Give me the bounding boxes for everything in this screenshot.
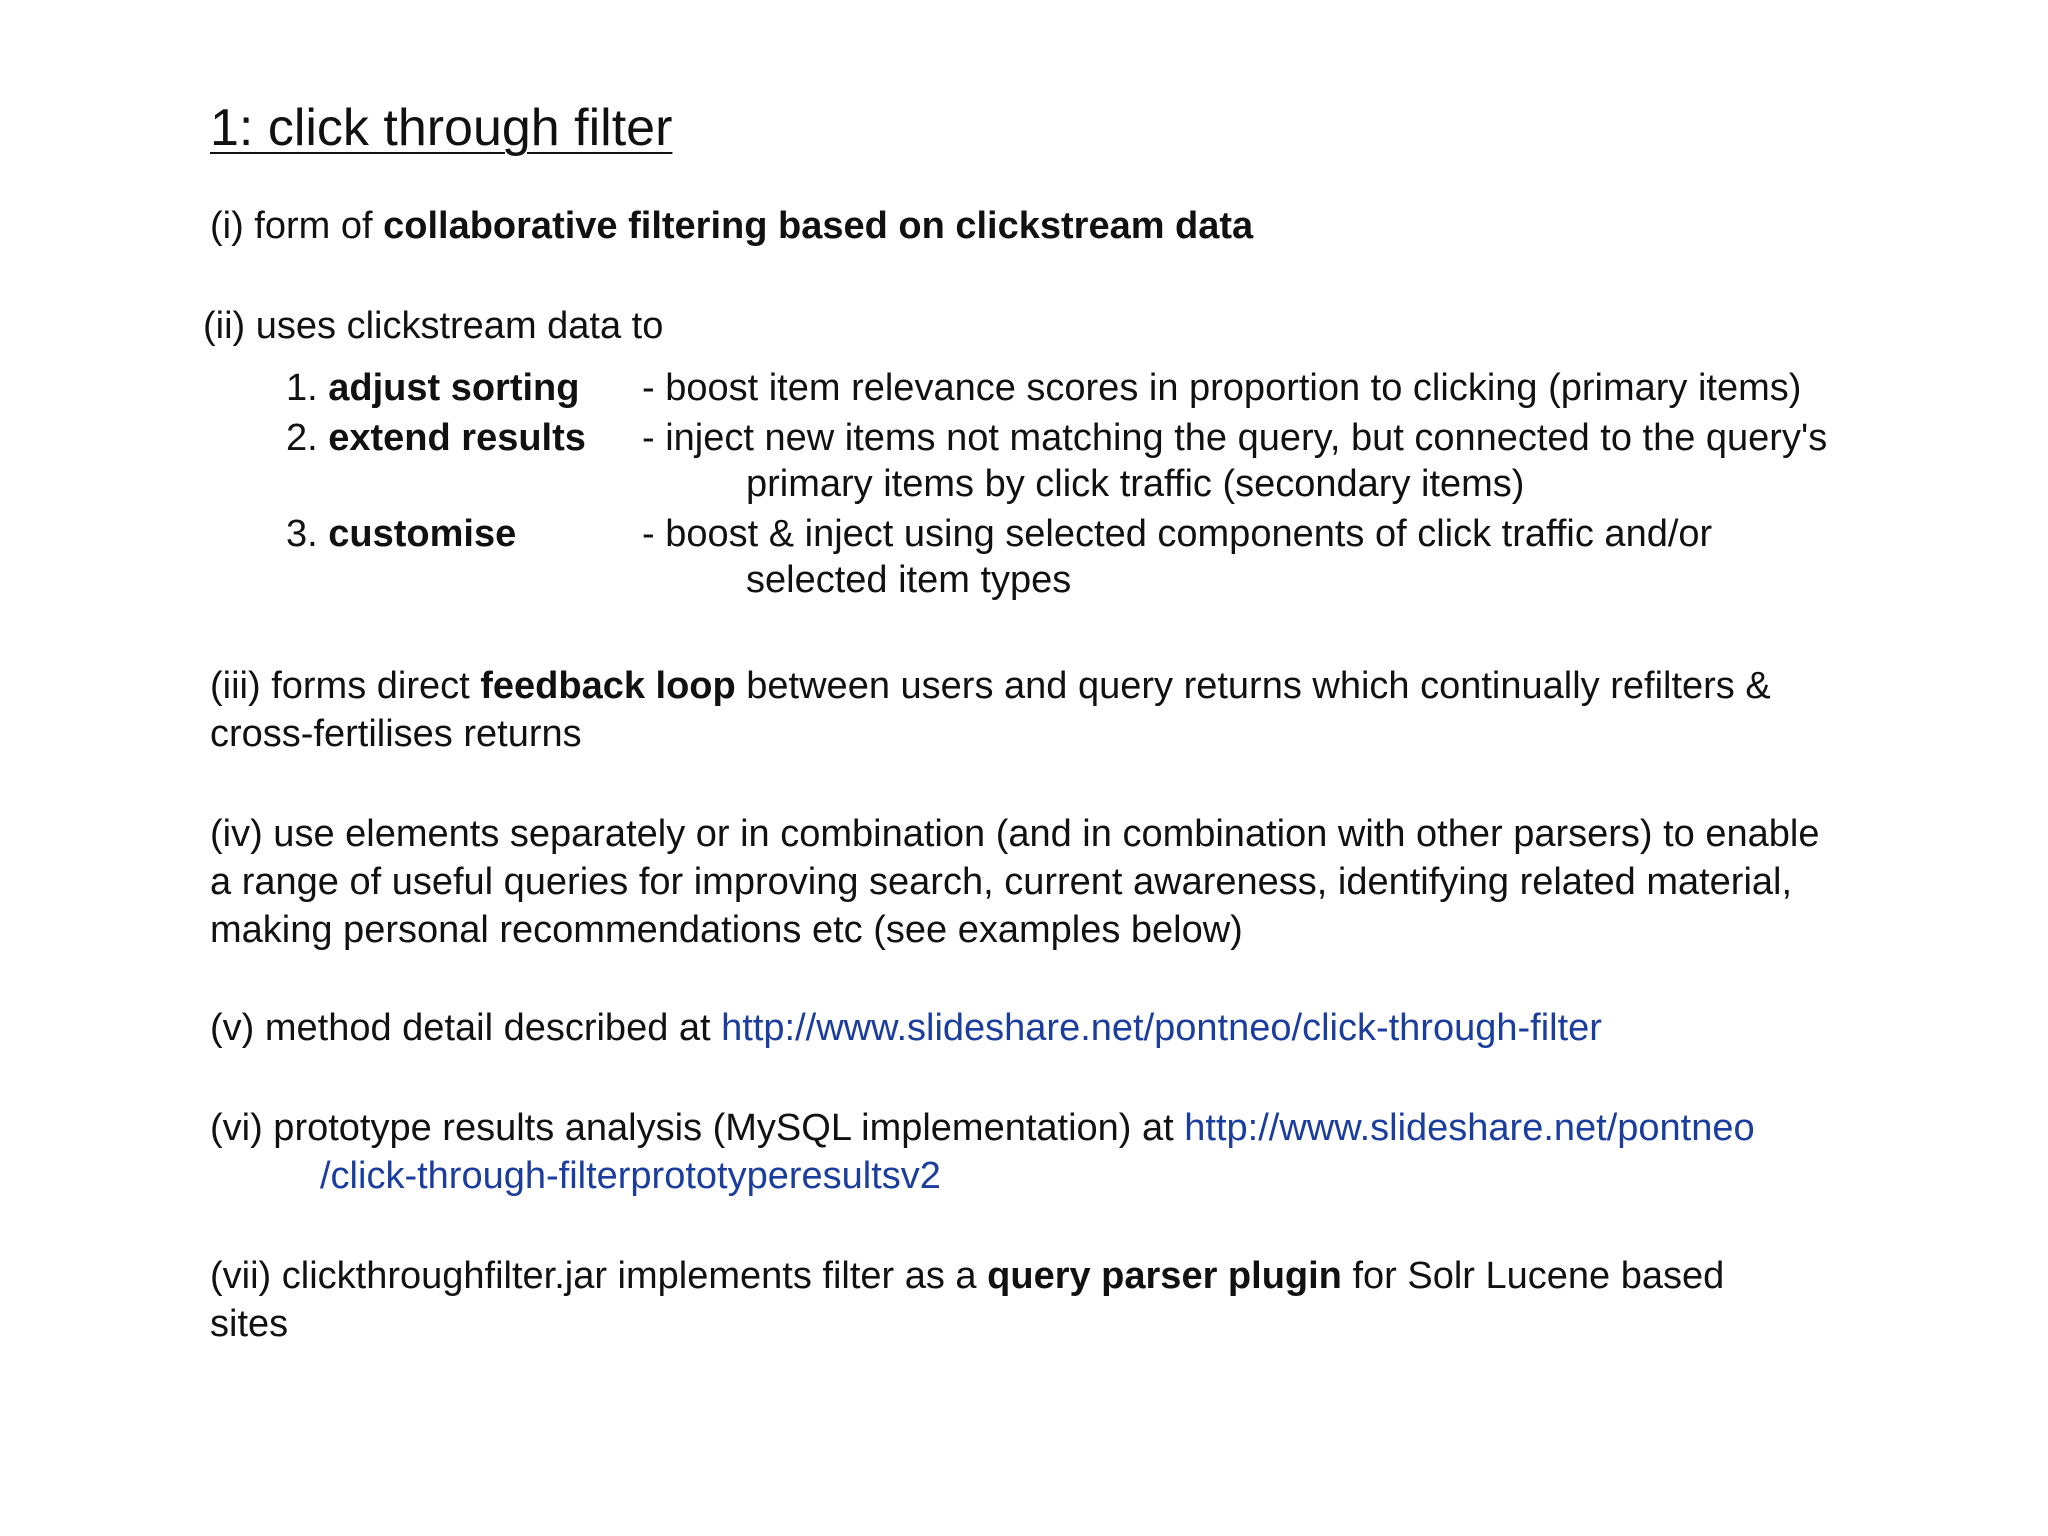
- list-item-desc-cont: primary items by click traffic (secondary items): [746, 463, 1525, 505]
- point-i-bold: collaborative filtering based on clickstream data: [383, 205, 1254, 247]
- point-vii-lead: (vii) clickthroughfilter.jar implements filter as a: [210, 1255, 988, 1297]
- point-iv-line1: (iv) use elements separately or in combination (and in combination with other parsers) to enable: [210, 813, 1820, 855]
- list-item: [286, 414, 1886, 462]
- point-i-lead: (i) form of: [210, 205, 384, 247]
- prototype-results-link[interactable]: http://www.slideshare.net/pontneo: [1184, 1107, 1755, 1149]
- point-iv-line3: making personal recommendations etc (see examples below): [210, 909, 1243, 951]
- list-item-desc: - boost item relevance scores in proportion to clicking (primary items): [642, 367, 1802, 409]
- point-ii: (ii) uses clickstream data to: [203, 305, 664, 347]
- point-vii-tail: for Solr Lucene based: [1341, 1255, 1725, 1297]
- point-v: [210, 1004, 1602, 1052]
- page-title: 1: click through filter: [210, 99, 673, 157]
- list-item-number: 2.: [286, 417, 329, 459]
- list-item-number: 3.: [286, 513, 329, 555]
- point-vii-line2: sites: [210, 1303, 289, 1345]
- list-item-term: adjust sorting: [328, 367, 580, 409]
- list-item-desc-cont: selected item types: [746, 559, 1072, 601]
- list-item-continuation: [286, 460, 1886, 508]
- point-iii-line2: cross-fertilises returns: [210, 713, 582, 755]
- prototype-results-link-cont[interactable]: /click-through-filterprototyperesultsv2: [320, 1155, 941, 1197]
- list-item-term: extend results: [328, 417, 586, 459]
- point-iv-line2: a range of useful queries for improving search, current awareness, identifying related material,: [210, 861, 1793, 903]
- list-item-desc: - boost & inject using selected components of click traffic and/or: [642, 513, 1713, 555]
- point-vi: [210, 1104, 1755, 1200]
- list-item: [286, 364, 1886, 412]
- point-v-lead: (v) method detail described at: [210, 1007, 722, 1049]
- point-i: [210, 202, 1253, 250]
- list-item-number: 1.: [286, 367, 329, 409]
- point-vii-bold: query parser plugin: [987, 1255, 1342, 1297]
- list-item-desc: - inject new items not matching the query, but connected to the query's: [642, 417, 1828, 459]
- point-iii-lead: (iii) forms direct: [210, 665, 481, 707]
- point-vi-lead: (vi) prototype results analysis (MySQL implementation) at: [210, 1107, 1185, 1149]
- list-item-continuation: [286, 556, 1886, 604]
- point-vii: [210, 1252, 1724, 1348]
- list-item: [286, 510, 1886, 558]
- method-detail-link[interactable]: http://www.slideshare.net/pontneo/click-through-filter: [721, 1007, 1602, 1049]
- list-item-term: customise: [328, 513, 517, 555]
- point-iii: [210, 662, 1771, 758]
- point-iii-tail: between users and query returns which continually refilters &: [735, 665, 1771, 707]
- point-iii-bold: feedback loop: [480, 665, 736, 707]
- point-iv: [210, 810, 1820, 954]
